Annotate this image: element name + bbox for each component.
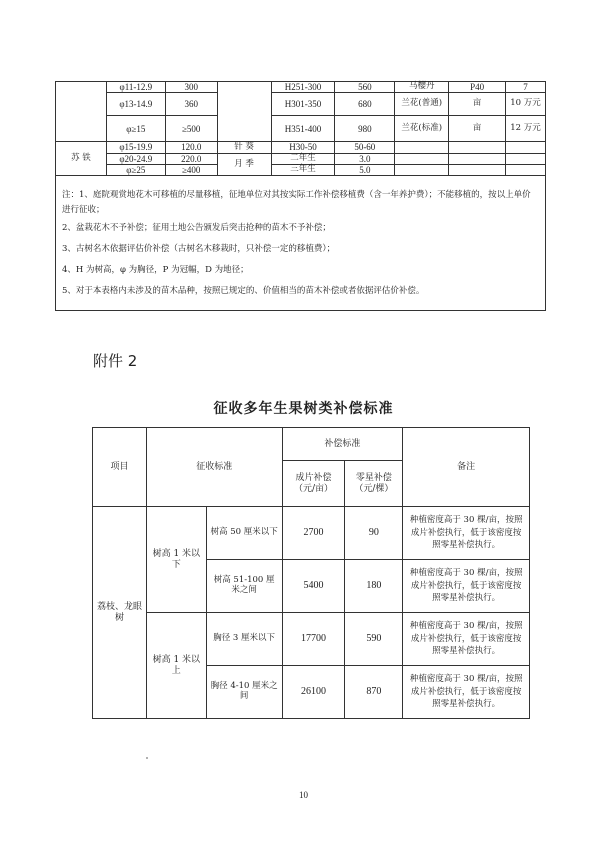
page-number: 10 — [299, 790, 308, 800]
header-remark: 备注 — [403, 428, 530, 507]
table-row: 荔枝、龙眼树 树高 1 米以下 树高 50 厘米以下 2700 90 种植密度高于 30 棵/亩，按照成片补偿执行，低于该密度按照零星补偿执行。 — [93, 507, 530, 560]
table-row: 胸径 4-10 厘米之间 26100 870 种植密度高于 30 棵/亩，按照成片补偿执行，低于该密度按照零星补偿执行。 — [93, 666, 530, 719]
table-row: φ11-12.9 300 H251-300 560 马樱丹 P40 7 — [56, 82, 546, 93]
table-row: 树高 1 米以上 胸径 3 厘米以下 17700 590 种植密度高于 30 棵/亩，按照成片补偿执行，低于该密度按照零星补偿执行。 — [93, 613, 530, 666]
header-piece: 成片补偿（元/亩） — [282, 461, 345, 507]
attachment-label: 附件 2 — [93, 352, 138, 370]
sutie-label: 苏 铁 — [56, 142, 107, 176]
notes-cell — [56, 176, 546, 311]
zhenkui-label: 针 葵 — [217, 142, 271, 153]
seedling-compensation-table — [55, 81, 546, 311]
notes-row — [56, 176, 546, 311]
page-title: 征收多年生果树类补偿标准 — [213, 401, 394, 417]
table-row: φ≥25 ≥400 三年生 5.0 — [56, 165, 546, 176]
table-row: φ13-14.9 360 H301-350 680 兰花(普通) 亩 10 万元 — [56, 93, 546, 116]
table-row: 树高 51-100 厘米之间 5400 180 种植密度高于 30 棵/亩，按照成片补偿执行，低于该密度按照零星补偿执行。 — [93, 560, 530, 613]
group-label: 树高 1 米以上 — [146, 613, 206, 719]
note-5: 5、对于本表格内未涉及的苗木品种，按照已规定的、价值相当的苗木补偿或者依据评估价补偿。 — [62, 286, 425, 297]
scan-speck — [146, 757, 148, 759]
note-1: 注：1、庭院观赏地花木可移植的尽量移植，征地单位对其按实际工作补偿移植费（含一年养护费）；不能移植的，按以上单价进行征收； — [62, 190, 531, 216]
table-row: φ≥15 ≥500 H351-400 980 兰花(标准) 亩 12 万元 — [56, 116, 546, 142]
header-project: 项目 — [93, 428, 147, 507]
group-label: 树高 1 米以下 — [146, 507, 206, 613]
table-row: φ20-24.9 220.0 月 季 二年生 3.0 — [56, 153, 546, 164]
note-4: 4、H 为树高，φ 为胸径，P 为冠幅，D 为地径； — [62, 265, 249, 276]
table-row: 苏 铁 φ15-19.9 120.0 针 葵 H30-50 50-60 — [56, 142, 546, 153]
note-3: 3、古树名木依据评估价补偿（古树名木移栽时，只补偿一定的移植费）； — [62, 244, 336, 255]
yueji-label: 月 季 — [217, 153, 271, 176]
header-criteria: 征收标准 — [146, 428, 282, 507]
header-single: 零星补偿（元/棵） — [345, 461, 403, 507]
note-2: 2、盆栽花木不予补偿；征用土地公告颁发后突击抢种的苗木不予补偿； — [62, 223, 331, 234]
header-compensation: 补偿标准 — [282, 428, 403, 461]
species-cell: 荔枝、龙眼树 — [93, 507, 147, 719]
table-header-row — [93, 428, 530, 461]
fruit-tree-compensation-table — [92, 427, 530, 719]
